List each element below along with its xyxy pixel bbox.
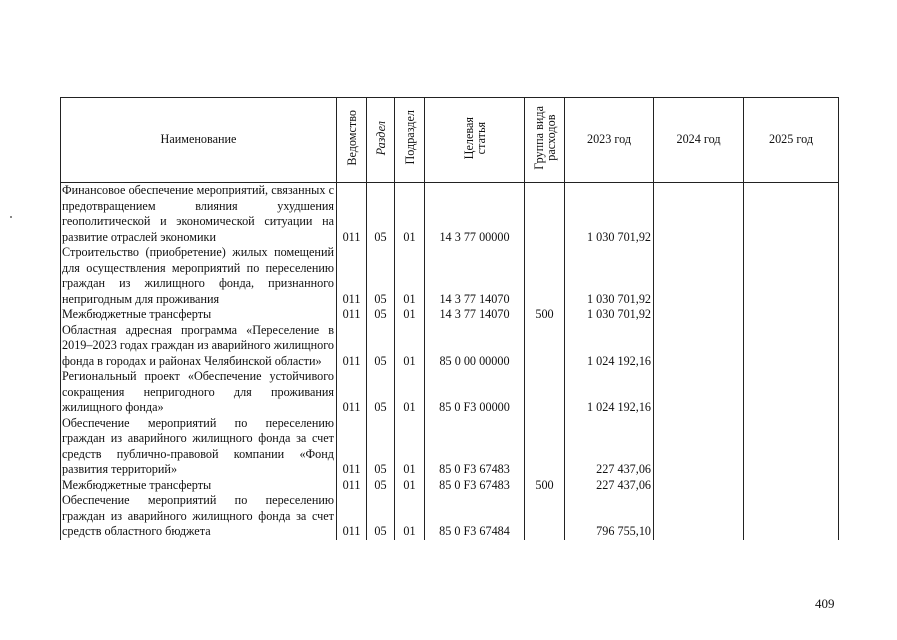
- row-2025: [744, 369, 839, 416]
- row-name: Финансовое обеспечение мероприятий, связанных с предотвращением влияния ухудшения геополитической и экономической ситуации на развитие отраслей экономики: [61, 183, 337, 246]
- row-exp-group: 500: [525, 307, 565, 323]
- row-subsection: 01: [395, 369, 425, 416]
- row-subsection: 01: [395, 478, 425, 494]
- table-row: [61, 416, 839, 478]
- row-dept: 011: [337, 416, 367, 478]
- row-section: 05: [367, 183, 395, 246]
- row-name: Строительство (приобретение) жилых помещений для осуществления мероприятий по переселению граждан из жилищного фонда, признанного непригодным для проживания: [61, 245, 337, 307]
- row-section: 05: [367, 245, 395, 307]
- row-exp-group: [525, 416, 565, 478]
- row-name: Обеспечение мероприятий по переселению граждан из аварийного жилищного фонда за счет средств областного бюджета: [61, 493, 337, 540]
- row-section: 05: [367, 369, 395, 416]
- row-2024: [654, 416, 744, 478]
- row-section: 05: [367, 416, 395, 478]
- row-2024: [654, 323, 744, 370]
- row-section: 05: [367, 493, 395, 540]
- row-subsection: 01: [395, 183, 425, 246]
- table-row: [61, 183, 839, 246]
- row-dept: 011: [337, 245, 367, 307]
- header-2024: 2024 год: [654, 98, 744, 183]
- row-2024: [654, 478, 744, 494]
- header-target: Целевая статья: [425, 98, 525, 183]
- row-2024: [654, 307, 744, 323]
- row-2025: [744, 323, 839, 370]
- header-subsection: Подраздел: [395, 98, 425, 183]
- row-2025: [744, 307, 839, 323]
- row-target: 14 3 77 14070: [425, 245, 525, 307]
- row-subsection: 01: [395, 323, 425, 370]
- row-target: 85 0 F3 67484: [425, 493, 525, 540]
- row-2023: 1 030 701,92: [565, 307, 654, 323]
- header-dept: Ведомство: [337, 98, 367, 183]
- header-name: Наименование: [61, 98, 337, 183]
- budget-table: [60, 97, 839, 540]
- row-name: Межбюджетные трансферты: [61, 307, 337, 323]
- table-row: [61, 323, 839, 370]
- table-row: [61, 307, 839, 323]
- row-2025: [744, 245, 839, 307]
- row-2025: [744, 416, 839, 478]
- row-2023: 1 024 192,16: [565, 369, 654, 416]
- row-dept: 011: [337, 369, 367, 416]
- table-row: [61, 493, 839, 540]
- row-2023: 796 755,10: [565, 493, 654, 540]
- row-2023: 1 024 192,16: [565, 323, 654, 370]
- row-2025: [744, 478, 839, 494]
- page-number: 409: [815, 596, 835, 611]
- table-row: [61, 478, 839, 494]
- row-exp-group: [525, 493, 565, 540]
- row-dept: 011: [337, 493, 367, 540]
- row-name: Межбюджетные трансферты: [61, 478, 337, 494]
- row-target: 14 3 77 14070: [425, 307, 525, 323]
- row-subsection: 01: [395, 245, 425, 307]
- row-2024: [654, 245, 744, 307]
- row-section: 05: [367, 323, 395, 370]
- row-2023: 227 437,06: [565, 416, 654, 478]
- row-2023: 227 437,06: [565, 478, 654, 494]
- row-target: 85 0 F3 00000: [425, 369, 525, 416]
- row-2024: [654, 183, 744, 246]
- row-subsection: 01: [395, 307, 425, 323]
- table-header-row: [61, 98, 839, 183]
- header-exp-group: Группа вида расходов: [525, 98, 565, 183]
- scan-speck: [10, 216, 12, 218]
- row-subsection: 01: [395, 493, 425, 540]
- row-2025: [744, 183, 839, 246]
- row-name: Обеспечение мероприятий по переселению граждан из аварийного жилищного фонда за счет средств публично-правовой компании «Фонд развития территорий»: [61, 416, 337, 478]
- row-dept: 011: [337, 307, 367, 323]
- row-subsection: 01: [395, 416, 425, 478]
- row-exp-group: [525, 245, 565, 307]
- row-target: 85 0 F3 67483: [425, 478, 525, 494]
- row-name: Областная адресная программа «Переселение в 2019–2023 годах граждан из аварийного жилищного фонда в городах и районах Челябинской области»: [61, 323, 337, 370]
- table-row: [61, 245, 839, 307]
- row-target: 85 0 F3 67483: [425, 416, 525, 478]
- row-dept: 011: [337, 323, 367, 370]
- row-2024: [654, 369, 744, 416]
- row-exp-group: [525, 323, 565, 370]
- row-2024: [654, 493, 744, 540]
- row-exp-group: [525, 183, 565, 246]
- row-2025: [744, 493, 839, 540]
- table-row: [61, 369, 839, 416]
- header-2023: 2023 год: [565, 98, 654, 183]
- header-2025: 2025 год: [744, 98, 839, 183]
- row-name: Региональный проект «Обеспечение устойчивого сокращения непригодного для проживания жилищного фонда»: [61, 369, 337, 416]
- row-2023: 1 030 701,92: [565, 183, 654, 246]
- row-target: 14 3 77 00000: [425, 183, 525, 246]
- row-target: 85 0 00 00000: [425, 323, 525, 370]
- row-exp-group: 500: [525, 478, 565, 494]
- row-exp-group: [525, 369, 565, 416]
- row-section: 05: [367, 307, 395, 323]
- row-section: 05: [367, 478, 395, 494]
- row-dept: 011: [337, 183, 367, 246]
- row-2023: 1 030 701,92: [565, 245, 654, 307]
- row-dept: 011: [337, 478, 367, 494]
- header-section: Раздел: [367, 98, 395, 183]
